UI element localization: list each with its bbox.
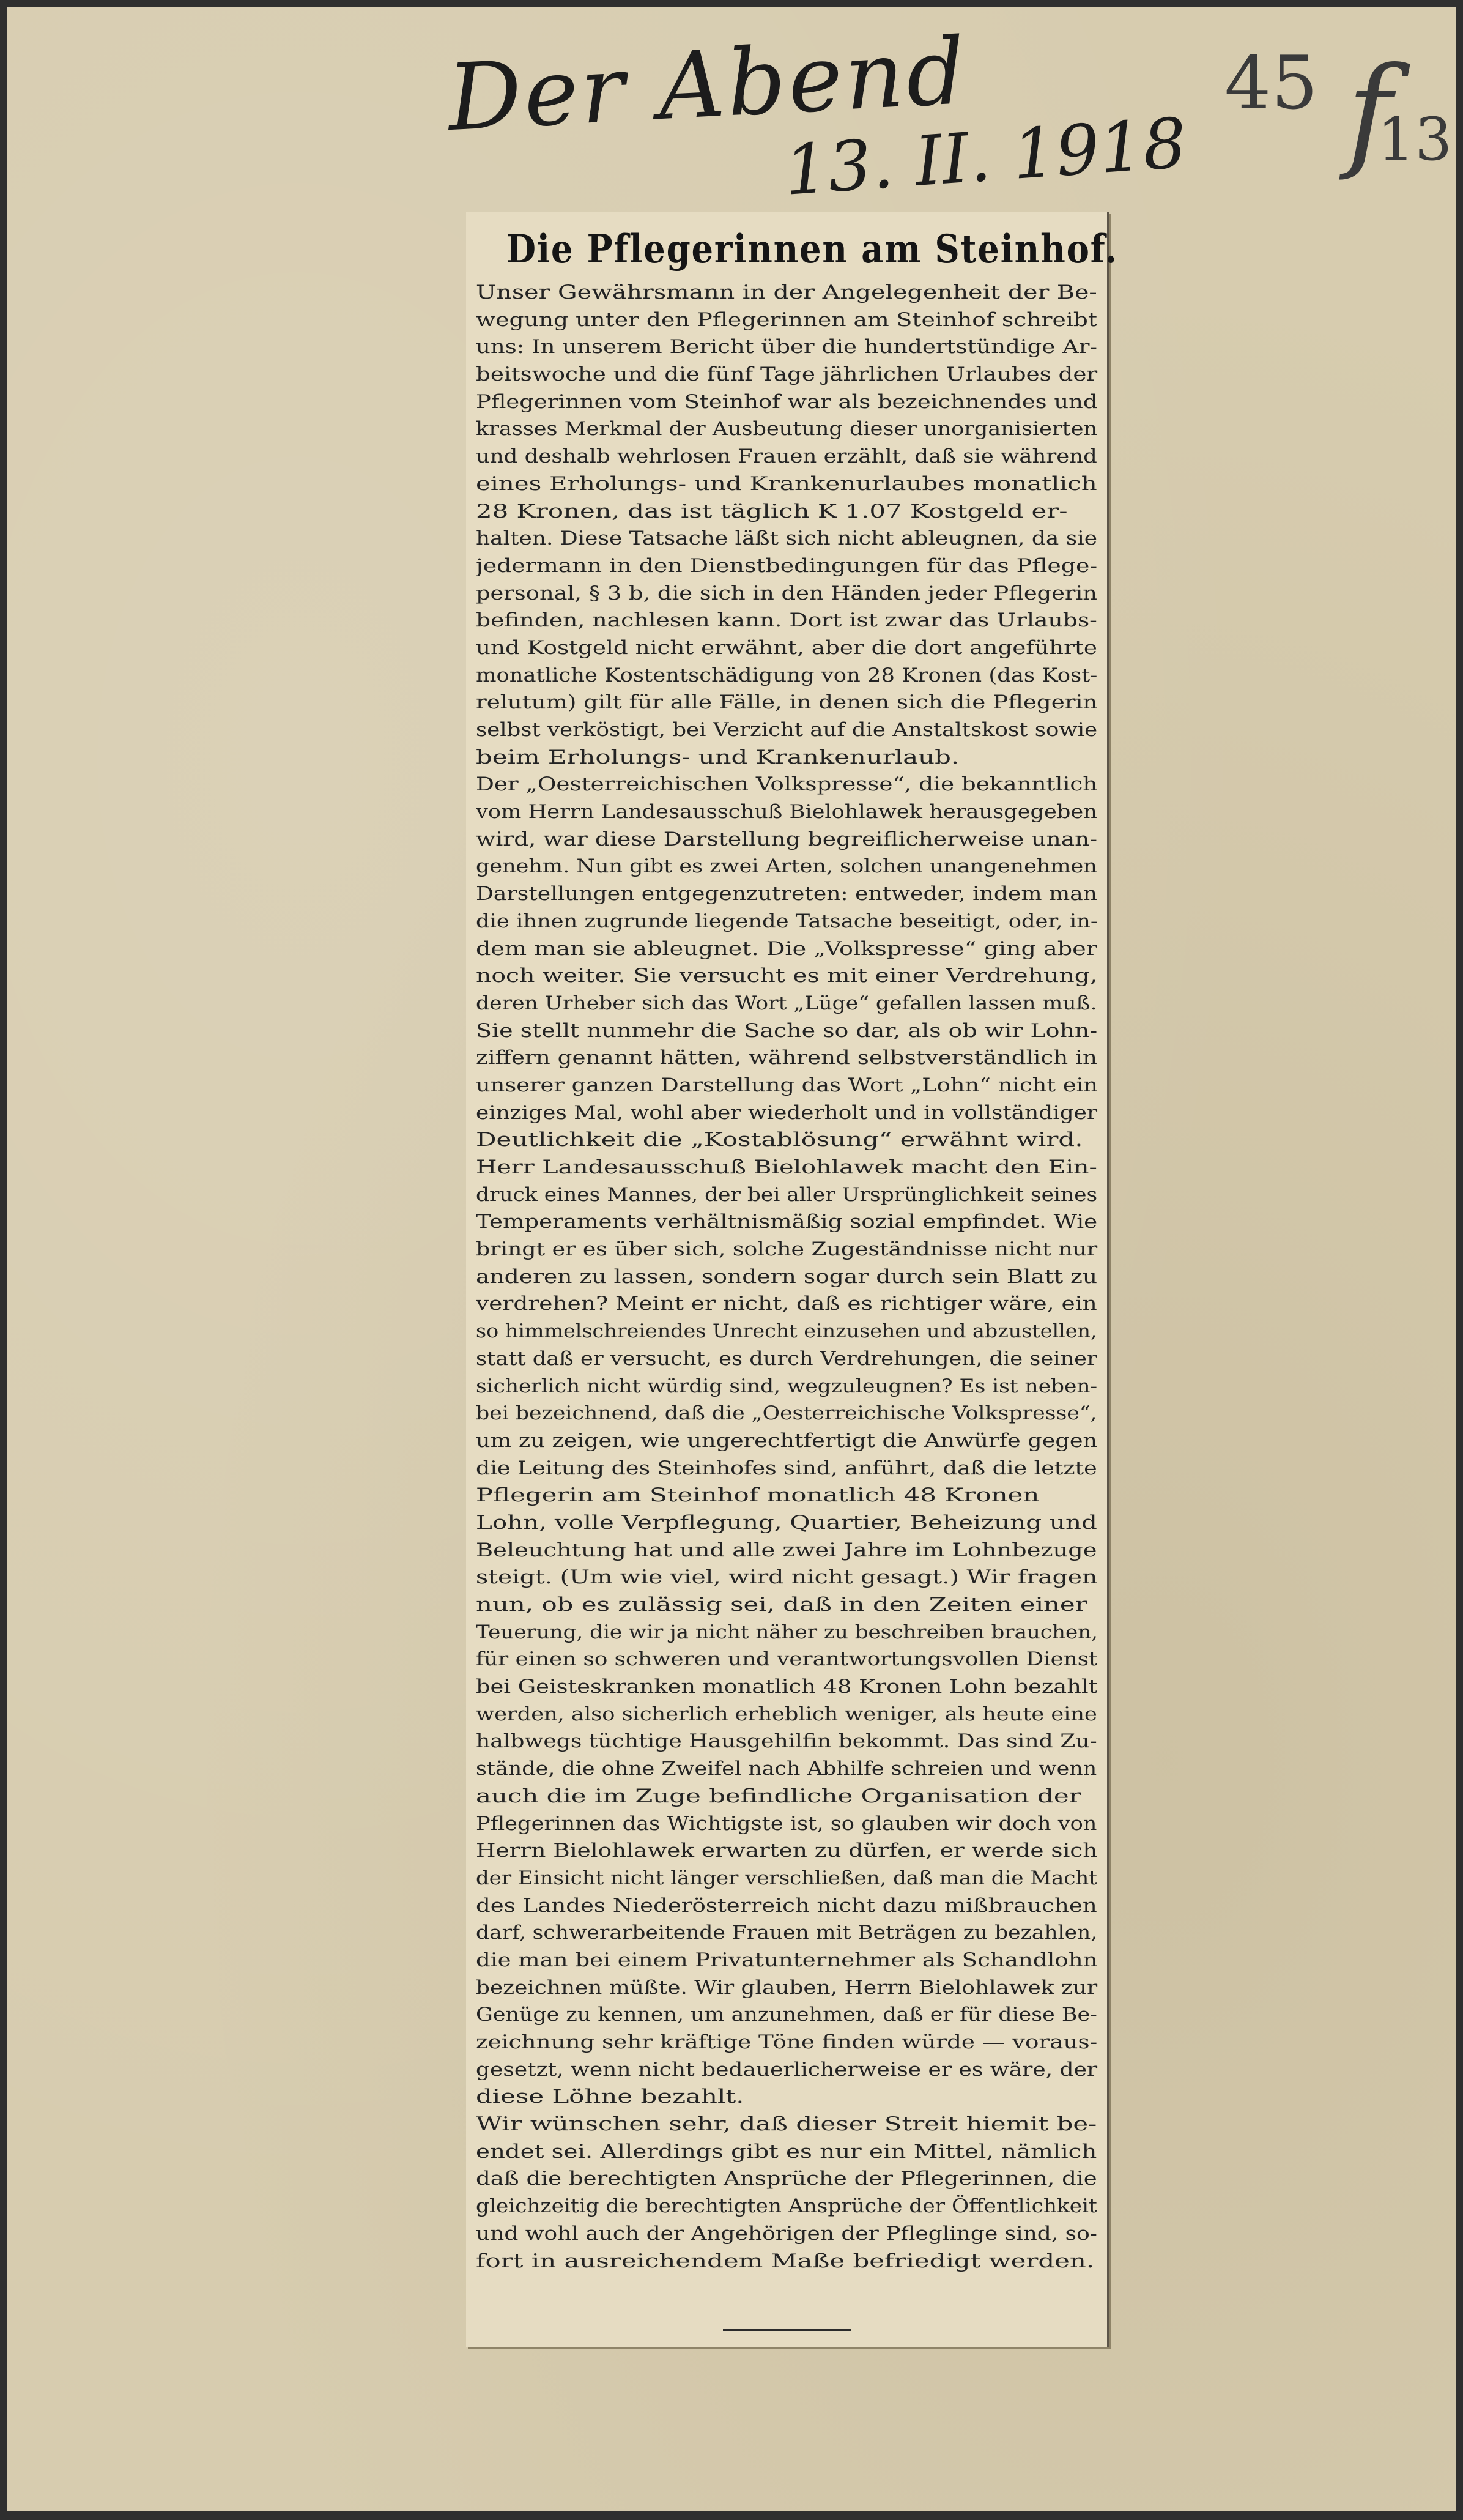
article-line: stände, die ohne Zweifel nach Abhilfe schreien und wenn — [476, 1758, 1097, 1780]
article-line: wird, war diese Darstellung begreiflicherweise unan- — [476, 828, 1098, 850]
article-line: endet sei. Allerdings gibt es nur ein Mittel, nämlich — [476, 2140, 1097, 2163]
article-line: Herr Landesausschuß Bielohlawek macht den Ein- — [476, 1156, 1097, 1178]
article-line: daß die berechtigten Ansprüche der Pflegerinnen, die — [476, 2168, 1097, 2190]
article-line: selbst verköstigt, bei Verzicht auf die Anstaltskost sowie — [476, 719, 1098, 741]
article-line: Lohn, volle Verpflegung, Quartier, Beheizung und — [476, 1511, 1097, 1534]
article-line: 28 Kronen, das ist täglich K 1.07 Kostgeld er- — [476, 500, 1068, 522]
article-line: werden, also sicherlich erheblich weniger, als heute eine — [476, 1703, 1097, 1725]
article-line: Pflegerinnen das Wichtigste ist, so glauben wir doch von — [476, 1812, 1097, 1835]
handwritten-date: 13. II. 1918 — [782, 103, 1190, 211]
archive-folio-mark: f — [1347, 41, 1393, 184]
article-line: bei Geisteskranken monatlich 48 Kronen Lohn bezahlt — [476, 1676, 1098, 1698]
article-line: beim Erholungs- und Krankenurlaub. — [476, 746, 960, 768]
article-line: auch die im Zuge befindliche Organisation der — [476, 1785, 1081, 1807]
article-line: Sie stellt nunmehr die Sache so dar, als ob wir Lohn- — [476, 1019, 1098, 1042]
article-line: des Landes Niederösterreich nicht dazu mißbrauchen — [476, 1894, 1097, 1917]
article-line: bringt er es über sich, solche Zugeständnisse nicht nur — [476, 1238, 1098, 1261]
article-line: deren Urheber sich das Wort „Lüge“ gefallen lassen muß. — [476, 992, 1097, 1014]
article-line: eines Erholungs- und Krankenurlaubes monatlich — [476, 472, 1097, 495]
article-line: fort in ausreichendem Maße befriedigt werden. — [476, 2250, 1095, 2272]
article-line: statt daß er versucht, es durch Verdrehungen, die seiner — [476, 1347, 1097, 1370]
article-line: die man bei einem Privatunternehmer als Schandlohn — [476, 1949, 1098, 1971]
article-line: wegung unter den Pflegerinnen am Steinhof schreibt — [476, 308, 1098, 331]
article-line: Pflegerin am Steinhof monatlich 48 Kronen — [476, 1484, 1040, 1507]
article-line: unserer ganzen Darstellung das Wort „Lohn“ nicht ein — [476, 1074, 1098, 1096]
article-line: jedermann in den Dienstbedingungen für das Pflege- — [476, 554, 1098, 577]
article-line: monatliche Kostentschädigung von 28 Kronen (das Kost- — [476, 664, 1098, 686]
article-line: die ihnen zugrunde liegende Tatsache beseitigt, oder, in- — [476, 910, 1098, 932]
article-headline: Die Pflegerinnen am Steinhof. — [506, 226, 1118, 272]
article-line: vom Herrn Landesausschuß Bielohlawek herausgegeben — [476, 801, 1097, 823]
article-line: halten. Diese Tatsache läßt sich nicht ableugnen, da sie — [476, 527, 1097, 550]
article-line: ziffern genannt hätten, während selbstverständlich in — [476, 1047, 1097, 1069]
article-line: personal, § 3 b, die sich in den Händen jeder Pflegerin — [476, 582, 1097, 604]
article-line: sicherlich nicht würdig sind, wegzuleugnen? Es ist neben- — [476, 1375, 1098, 1397]
archive-page-number: 13 — [1377, 105, 1453, 174]
newspaper-clipping — [466, 212, 1118, 2347]
article-line: noch weiter. Sie versucht es mit einer Verdrehung, — [476, 965, 1098, 987]
article-line: zeichnung sehr kräftige Töne finden würde — voraus- — [476, 2031, 1098, 2053]
article-line: dem man sie ableugnet. Die „Volkspresse“ ging aber — [476, 937, 1097, 960]
article-line: bezeichnen müßte. Wir glauben, Herrn Bielohlawek zur — [476, 1976, 1098, 1999]
article-line: Der „Oesterreichischen Volkspresse“, die bekanntlich — [476, 773, 1098, 796]
article-line: für einen so schweren und verantwortungsvollen Dienst — [476, 1648, 1098, 1671]
article-line: und wohl auch der Angehörigen der Pfleglinge sind, so- — [476, 2222, 1097, 2245]
article-line: bei bezeichnend, daß die „Oesterreichische Volkspresse“, — [476, 1402, 1097, 1425]
article-line: einziges Mal, wohl aber wiederholt und in vollständiger — [476, 1101, 1098, 1124]
article-line: Deutlichkeit die „Kostablösung“ erwähnt wird. — [476, 1129, 1083, 1151]
article-line: Unser Gewährsmann in der Angelegenheit der Be- — [476, 281, 1097, 303]
article-line: relutum) gilt für alle Fälle, in denen sich die Pflegerin — [476, 691, 1098, 714]
article-line: Beleuchtung hat und alle zwei Jahre im Lohnbezuge — [476, 1539, 1097, 1561]
article-line: befinden, nachlesen kann. Dort ist zwar das Urlaubs- — [476, 609, 1097, 632]
article-line: Wir wünschen sehr, daß dieser Streit hiemit be- — [476, 2113, 1097, 2136]
article-line: uns: In unserem Bericht über die hundertstündige Ar- — [476, 336, 1098, 359]
article-line: und Kostgeld nicht erwähnt, aber die dort angeführte — [476, 636, 1097, 659]
archive-number: 45 — [1224, 41, 1318, 126]
article-line: so himmelschreiendes Unrecht einzusehen und abzustellen, — [476, 1320, 1097, 1343]
article-line: gleichzeitig die berechtigten Ansprüche der Öffentlichkeit — [476, 2195, 1097, 2218]
article-line: Teuerung, die wir ja nicht näher zu beschreiben brauchen, — [476, 1621, 1098, 1643]
article-line: Pflegerinnen vom Steinhof war als bezeichnendes und — [476, 390, 1098, 413]
article-line: um zu zeigen, wie ungerechtfertigt die Anwürfe gegen — [476, 1429, 1098, 1452]
article-line: nun, ob es zulässig sei, daß in den Zeiten einer — [476, 1594, 1087, 1616]
article-line: Genüge zu kennen, um anzunehmen, daß er für diese Be- — [476, 2004, 1097, 2026]
article-line: gesetzt, wenn nicht bedauerlicherweise er es wäre, der — [476, 2058, 1098, 2081]
article-line: der Einsicht nicht länger verschließen, daß man die Macht — [476, 1867, 1097, 1889]
article-line: genehm. Nun gibt es zwei Arten, solchen unangenehmen — [476, 855, 1097, 878]
article-line: anderen zu lassen, sondern sogar durch sein Blatt zu — [476, 1265, 1098, 1288]
article-line: beitswoche und die fünf Tage jährlichen Urlaubes der — [476, 363, 1098, 386]
article-line: verdrehen? Meint er nicht, daß es richtiger wäre, ein — [476, 1293, 1097, 1315]
article-body — [476, 279, 1097, 2275]
article-line: Herrn Bielohlawek erwarten zu dürfen, er werde sich — [476, 1840, 1098, 1862]
end-rule — [723, 2329, 851, 2331]
handwritten-newspaper-title: Der Abend — [445, 18, 971, 152]
article-line: druck eines Mannes, der bei aller Ursprünglichkeit seines — [476, 1183, 1098, 1206]
article-line: steigt. (Um wie viel, wird nicht gesagt.) Wir fragen — [476, 1566, 1098, 1589]
article-line: Darstellungen entgegenzutreten: entweder, indem man — [476, 883, 1098, 905]
article-line: diese Löhne bezahlt. — [476, 2086, 744, 2108]
article-line: und deshalb wehrlosen Frauen erzählt, daß sie während — [476, 445, 1097, 468]
article-line: Temperaments verhältnismäßig sozial empfindet. Wie — [476, 1211, 1098, 1233]
article-line: halbwegs tüchtige Hausgehilfin bekommt. Das sind Zu- — [476, 1730, 1097, 1753]
article-line: die Leitung des Steinhofes sind, anführt, daß die letzte — [476, 1457, 1097, 1479]
article-line: darf, schwerarbeitende Frauen mit Beträgen zu bezahlen, — [476, 1922, 1098, 1944]
article-line: krasses Merkmal der Ausbeutung dieser unorganisierten — [476, 418, 1098, 440]
